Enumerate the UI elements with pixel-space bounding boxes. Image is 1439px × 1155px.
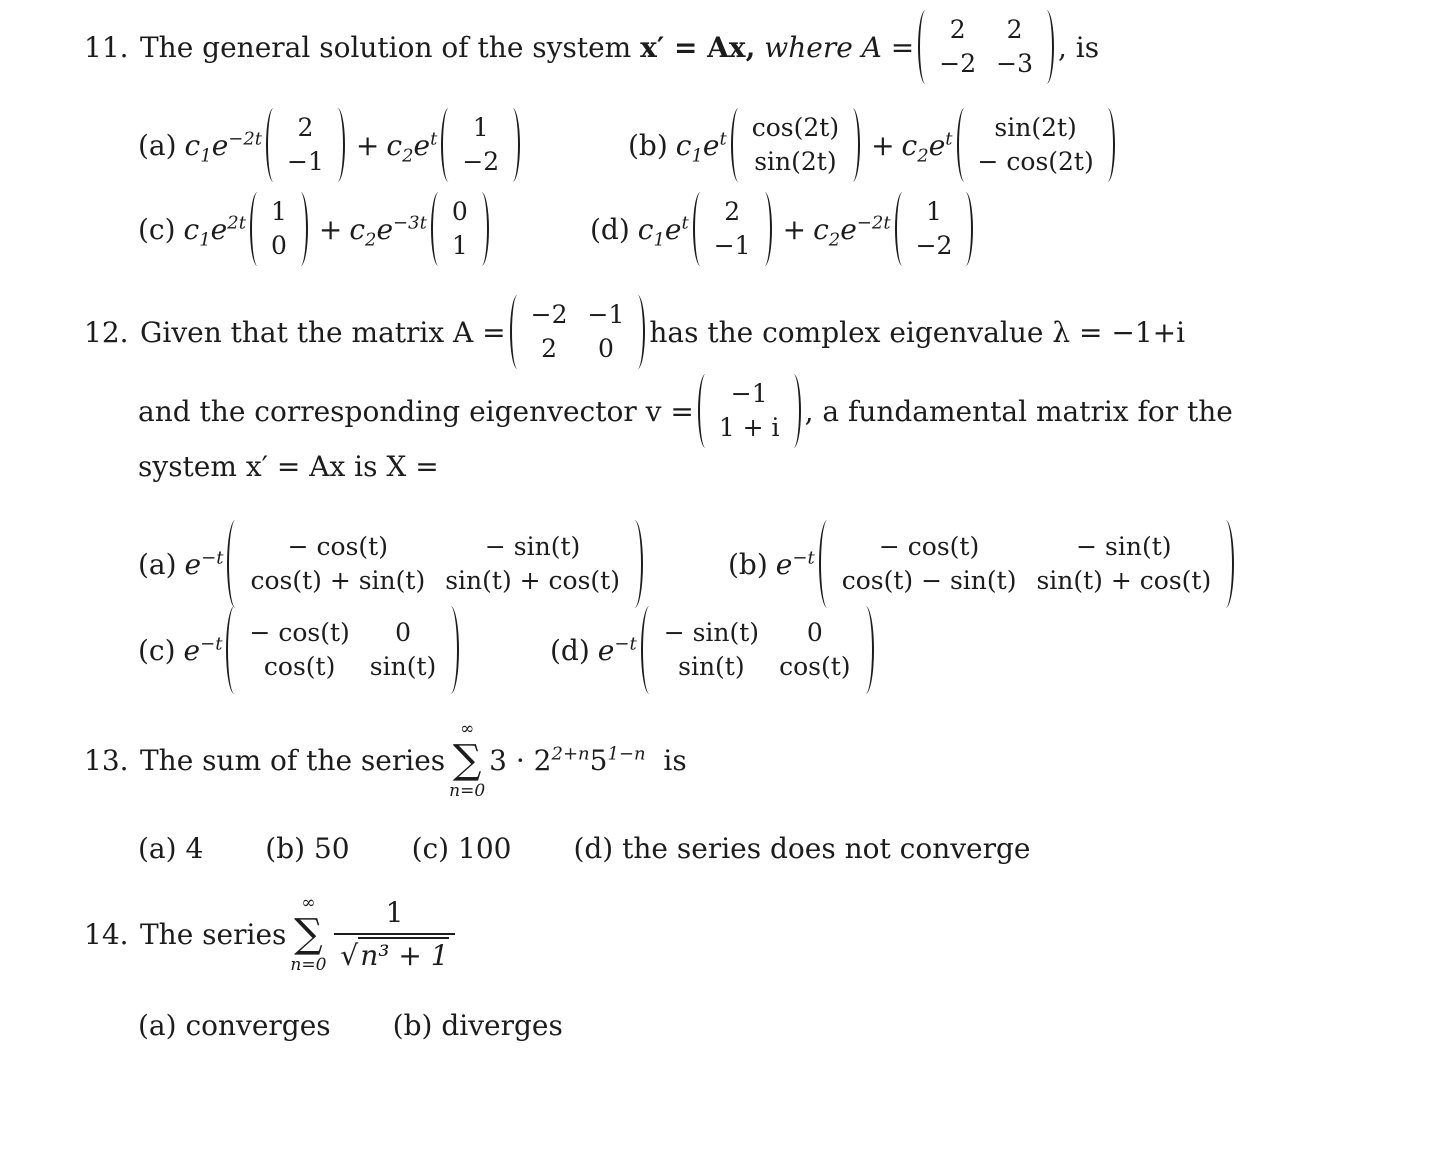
- series-term: $3 \cdot 2^{2+n}5^{1-n}$: [489, 743, 646, 777]
- matrix-entry: −2: [530, 300, 568, 329]
- q13-options: [138, 818, 1031, 878]
- sum-lower-limit: n=0: [290, 955, 327, 975]
- matrix-entry: − cos(t): [249, 618, 350, 647]
- q13-tail: is: [663, 743, 687, 777]
- series-fraction: [334, 896, 454, 972]
- vector-entry: 1: [472, 113, 489, 142]
- matrix-entry: − cos(t): [287, 532, 388, 561]
- summation-sign: ∞ ∑ n=0: [449, 719, 486, 801]
- q14-number: 14.: [84, 917, 129, 951]
- fraction-numerator: 1: [385, 896, 404, 929]
- matrix-entry: sin(t) + cos(t): [445, 566, 620, 595]
- q11-system: x′ = Ax,: [640, 30, 756, 64]
- vector-entry: −2: [915, 231, 953, 260]
- q12-option-a[interactable]: (a) $e^{-t}$ − cos(t) − sin(t) cos(t) + sin(t) sin(t) + cos(t): [138, 534, 647, 594]
- q11-option-b[interactable]: (b) $c_1e^t$ cos(2t) sin(2t) + $c_2e^t$ sin(2t) − cos(2t): [628, 115, 1119, 175]
- q12-stem-1: Given that the matrix A =: [140, 315, 506, 349]
- option-vector: [693, 192, 772, 266]
- vector-entry: 1: [451, 231, 468, 260]
- q12-stem-3: and the corresponding eigenvector v =: [138, 394, 694, 428]
- option-vector: [431, 192, 489, 266]
- vector-entry: 0: [270, 231, 287, 260]
- option-matrix: [227, 520, 643, 608]
- q11-option-c[interactable]: (c) $c_1e^{2t}$ 1 0 + $c_2e^{-3t}$ 0 1: [138, 199, 493, 259]
- option-matrix: [819, 520, 1235, 608]
- option-vector: [441, 108, 520, 182]
- matrix-entry: sin(t) + cos(t): [1036, 566, 1212, 595]
- matrix-entry: 2: [541, 334, 558, 363]
- q11-option-a[interactable]: (a) $c_1e^{-2t}$ 2 −1 + $c_2e^t$ 1 −2: [138, 115, 524, 175]
- matrix-entry: − sin(t): [484, 532, 581, 561]
- option-label: (a): [138, 547, 177, 581]
- sum-upper-limit: ∞: [460, 719, 475, 739]
- q11-option-d[interactable]: (d) $c_1e^t$ 2 −1 + $c_2e^{-2t}$ 1 −2: [590, 199, 977, 259]
- option-vector: [895, 192, 974, 266]
- option-matrix: [641, 606, 874, 694]
- q12-option-c[interactable]: (c) $e^{-t}$ − cos(t) 0 cos(t) sin(t): [138, 620, 463, 680]
- option-exponent: t: [430, 128, 438, 150]
- q13-option-d[interactable]: (d) the series does not converge: [573, 831, 1031, 865]
- option-exponent: 2t: [227, 212, 246, 234]
- vector-entry: −1: [730, 379, 768, 408]
- option-exponent: −t: [200, 633, 223, 655]
- option-exponent: −3t: [393, 212, 427, 234]
- q14-option-a[interactable]: (a) converges: [138, 1008, 331, 1042]
- q12-stem-line-1: [84, 302, 1185, 362]
- q12-option-b[interactable]: (b) $e^{-t}$ − cos(t) − sin(t) cos(t) − sin(t) sin(t) + cos(t): [728, 534, 1238, 594]
- option-label: (b): [728, 547, 768, 581]
- matrix-entry: 0: [395, 618, 411, 647]
- option-exponent: −t: [614, 633, 637, 655]
- summation-sign: ∞ ∑ n=0: [290, 893, 327, 975]
- vector-entry: 1: [270, 197, 287, 226]
- option-exponent: t: [681, 212, 689, 234]
- option-matrix: [226, 606, 459, 694]
- matrix-entry: sin(t): [369, 652, 437, 681]
- option-exponent: −t: [792, 547, 815, 569]
- matrix-entry: − cos(t): [878, 532, 980, 561]
- vector-entry: 0: [451, 197, 468, 226]
- vector-entry: −2: [462, 147, 500, 176]
- sum-upper-limit: ∞: [301, 893, 316, 913]
- option-vector: [266, 108, 345, 182]
- q12-stem-2: has the complex eigenvalue λ = −1+i: [649, 315, 1186, 349]
- option-exponent: −2t: [856, 212, 891, 234]
- fraction-denominator: √n³ + 1: [334, 933, 454, 972]
- q13-option-a[interactable]: (a) 4: [138, 831, 204, 865]
- vector-entry: 2: [297, 113, 314, 142]
- q13-stem-line: [84, 712, 687, 808]
- matrix-entry: −1: [587, 300, 625, 329]
- q14-options: [138, 995, 563, 1055]
- matrix-entry: −2: [939, 49, 977, 78]
- q12-eigenvector: [698, 374, 801, 448]
- matrix-entry: cos(t) − sin(t): [841, 566, 1017, 595]
- q13-stem: The sum of the series: [140, 743, 446, 777]
- vector-entry: sin(2t): [994, 113, 1077, 142]
- option-label: (c): [138, 212, 176, 246]
- matrix-entry: −3: [996, 49, 1033, 78]
- q13-number: 13.: [84, 743, 129, 777]
- matrix-entry: sin(t): [678, 652, 745, 681]
- matrix-entry: − sin(t): [1076, 532, 1172, 561]
- option-vector: [957, 108, 1115, 182]
- vector-entry: 1 + i: [718, 413, 780, 442]
- matrix-entry: cos(t) + sin(t): [250, 566, 426, 595]
- q14-stem-line: [84, 886, 459, 982]
- q11-stem: The general solution of the system: [140, 30, 632, 64]
- q12-stem-line-3: [138, 436, 439, 496]
- vector-entry: − cos(2t): [977, 147, 1094, 176]
- q13-option-b[interactable]: (b) 50: [265, 831, 350, 865]
- sum-lower-limit: n=0: [449, 781, 486, 801]
- option-vector: [731, 108, 860, 182]
- option-label: (d): [590, 212, 630, 246]
- option-exponent: t: [945, 128, 953, 150]
- vector-entry: cos(2t): [751, 113, 840, 142]
- option-label: (d): [550, 633, 590, 667]
- q13-option-c[interactable]: (c) 100: [411, 831, 512, 865]
- vector-entry: −1: [713, 231, 751, 260]
- q12-matrix: [510, 295, 646, 369]
- q14-stem: The series: [140, 917, 287, 951]
- q12-stem-line-2: [138, 381, 1233, 441]
- q11-where: where A =: [764, 30, 915, 64]
- matrix-entry: − sin(t): [663, 618, 760, 647]
- vector-entry: sin(2t): [754, 147, 837, 176]
- matrix-entry: 2: [1006, 15, 1023, 44]
- option-exponent: −t: [201, 547, 224, 569]
- matrix-entry: 2: [949, 15, 966, 44]
- matrix-entry: 0: [597, 334, 614, 363]
- q11-stem-line: [84, 17, 1099, 77]
- matrix-entry: 0: [806, 618, 823, 647]
- vector-entry: −1: [287, 147, 324, 176]
- vector-entry: 2: [724, 197, 741, 226]
- option-exponent: t: [719, 128, 727, 150]
- q12-stem-4: , a fundamental matrix for the: [804, 394, 1233, 428]
- option-label: (b): [628, 128, 668, 162]
- option-exponent: −2t: [228, 128, 263, 150]
- q12-stem-5: system x′ = Ax is X =: [138, 449, 439, 483]
- q12-number: 12.: [84, 315, 129, 349]
- matrix-entry: cos(t): [779, 652, 851, 681]
- q12-option-d[interactable]: (d) $e^{-t}$ − sin(t) 0 sin(t) cos(t): [550, 620, 878, 680]
- vector-entry: 1: [926, 197, 942, 226]
- q14-option-b[interactable]: (b) diverges: [392, 1008, 563, 1042]
- option-label: (c): [138, 633, 176, 667]
- option-vector: [250, 192, 308, 266]
- option-label: (a): [138, 128, 177, 162]
- q11-matrix: [918, 10, 1054, 84]
- matrix-entry: cos(t): [263, 652, 336, 681]
- q11-tail: , is: [1057, 30, 1100, 64]
- q11-number: 11.: [84, 30, 129, 64]
